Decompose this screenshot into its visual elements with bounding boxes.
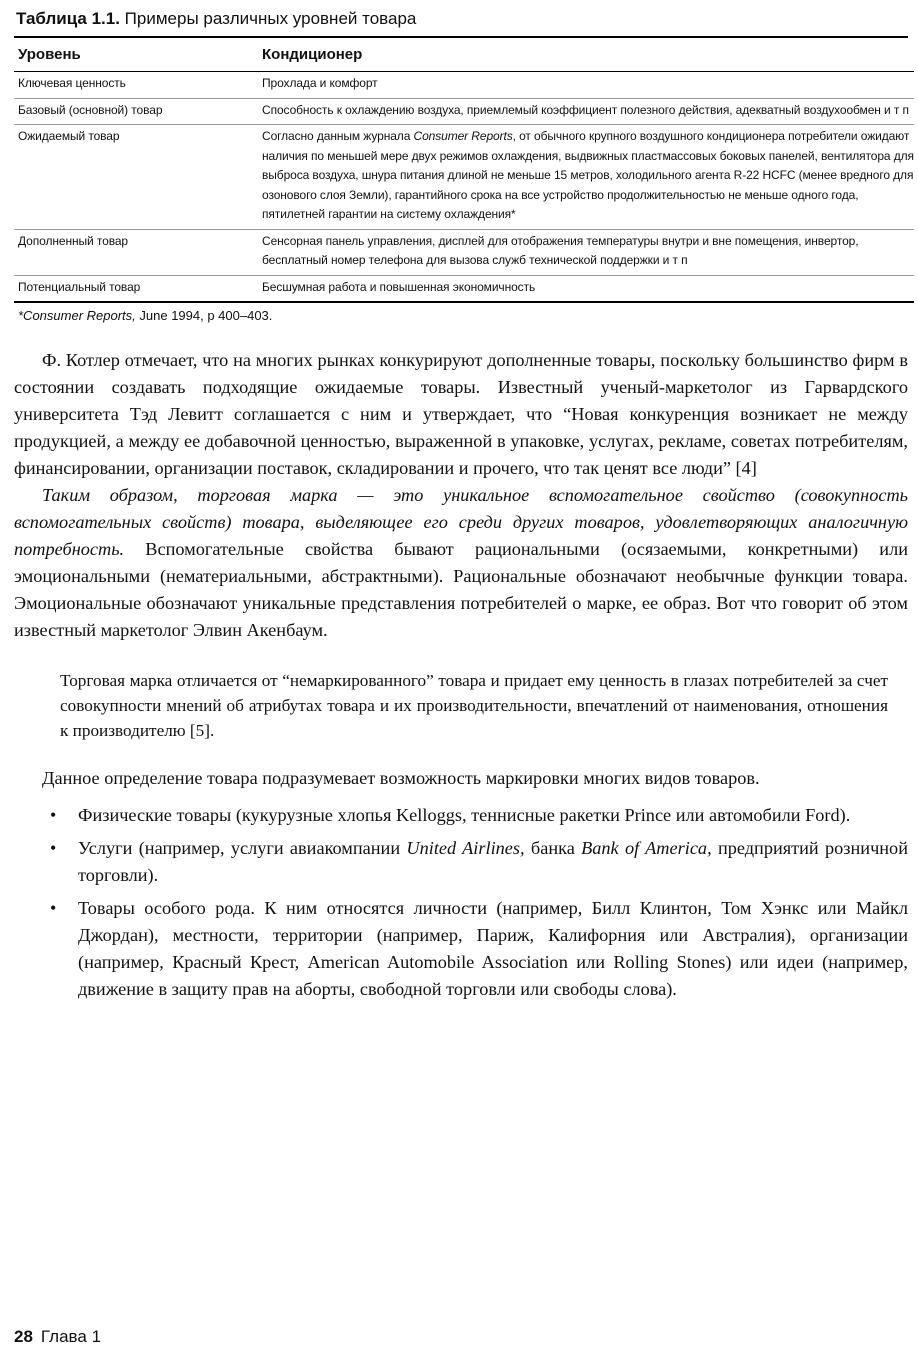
table-cell-level: Дополненный товар [14, 229, 258, 275]
footnote-details: June 1994, p 400–403. [135, 308, 273, 323]
brand-definition-emphasis: Таким образом, торговая марка — это уникальное вспомогательное свойство (совокупность вспомогательных свойств) товара, выделяющее его среди других товаров, удовлетворяющих аналогичную потребность. [14, 485, 908, 559]
column-header-level: Уровень [18, 46, 81, 63]
brand-definition-text: Вспомогательные свойства бывают рациональными (осязаемыми, конкретными) или эмоциональными (нематериальными, абстрактными). Рациональные обозначают необычные функции товара. Эмоциональные обозначают уникальные представления потребителей о марке, ее образ. Вот что говорит об этом известный маркетолог Элвин Акенбаум. [14, 539, 908, 640]
table-cell-desc [258, 125, 914, 230]
journal-title: Consumer Reports [413, 129, 513, 143]
bullet-icon: • [50, 898, 57, 918]
product-levels-table [14, 38, 914, 303]
company-name: United Airlines, [406, 838, 525, 858]
paragraph-competition: Ф. Котлер отмечает, что на многих рынках конкурируют дополненные товары, поскольку большинство фирм в состоянии создавать подходящие ожидаемые товары. Известный ученый-маркетолог из Гарвардского университета Тэд Левитт соглашается с ним и утверждает, что “Новая конкуренция возникает не между продукцией, а между ее добавочной ценностью, выраженной в упаковке, услугах, рекламе, советах потребителям, финансировании, организации поставок, складировании и прочего, что так ценят все люди” [4] [14, 350, 908, 478]
table-row [14, 98, 914, 125]
bullet-icon: • [50, 805, 57, 825]
list-item-text: Физические товары (кукурузные хлопья Kelloggs, теннисные ракетки Prince или автомобили Ford). [78, 805, 851, 825]
column-header-example: Кондиционер [262, 46, 363, 63]
table-cell-desc: Бесшумная работа и повышенная экономичность [258, 275, 914, 302]
list-item-text: Товары особого рода. К ним относятся личности (например, Билл Клинтон, Том Хэнкс или Майкл Джордан), местности, территории (например, Париж, Калифорния или Австралия), организации (например, Красный Крест, American Automobile Association или Rolling Stones) или идеи (например, движение в защиту прав на аборты, свободной торговли или свободы слова). [78, 898, 908, 999]
table-cell-level: Ключевая ценность [14, 72, 258, 99]
table-row [14, 125, 914, 230]
table-cell-level: Потенциальный товар [14, 275, 258, 302]
table-caption-text: Примеры различных уровней товара [124, 9, 417, 28]
company-name: Bank of America, [581, 838, 712, 858]
table-cell-desc: Прохлада и комфорт [258, 72, 914, 99]
table-row [14, 229, 914, 275]
desc-text: Согласно данным журнала [262, 129, 414, 143]
list-item [50, 895, 908, 1003]
kinds-list [14, 802, 908, 1003]
table-header-row [14, 38, 914, 72]
desc-text: , от обычного крупного воздушного кондиционера потребители ожидают наличия по меньшей мере двух режимов охлаждения, выдвижных пластмассовых боковых панелей, вентилятора для выброса воздуха, шнура питания длиной не меньше 15 метров, холодильного агента R-22 HCFC (менее вредного для озонового слоя Земли), гарантийного срока на все устройство продолжительностью не меньше одного года, пятилетней гарантии на систему охлаждения* [262, 129, 914, 221]
list-item [50, 835, 908, 889]
table-cell-level: Базовый (основной) товар [14, 98, 258, 125]
paragraph-kinds-intro: Данное определение товара подразумевает возможность маркировки многих видов товаров. [42, 768, 760, 788]
list-item-text: Услуги (например, услуги авиакомпании [78, 838, 407, 858]
quote-block: Торговая марка отличается от “немаркированного” товара и придает ему ценность в глазах потребителей за счет совокупности мнений об атрибутах товара и их производительности, впечатлений от наименования, отношения к производителю [5]. [60, 671, 888, 740]
page-number: 28 [14, 1327, 33, 1346]
list-item [50, 802, 908, 829]
bullet-icon: • [50, 838, 57, 858]
table-cell-desc: Способность к охлаждению воздуха, приемлемый коэффициент полезного действия, адекватный воздухообмен и т п [258, 98, 914, 125]
table-row [14, 72, 914, 99]
footnote-source: *Consumer Reports, [18, 308, 136, 323]
paragraph-brand-definition [14, 482, 908, 644]
chapter-label: Глава 1 [40, 1327, 102, 1346]
table-caption-label: Таблица 1.1. [16, 9, 120, 28]
table-cell-desc: Сенсорная панель управления, дисплей для отображения температуры внутри и вне помещения, инвертор, бесплатный номер телефона для вызова служб технической поддержки и т п [258, 229, 914, 275]
table-cell-level: Ожидаемый товар [14, 125, 258, 230]
page-footer [14, 1327, 101, 1347]
table-row [14, 275, 914, 302]
list-item-text: предприятий розничной торговли). [78, 838, 908, 885]
list-item-text: банка [524, 838, 582, 858]
table-caption [16, 8, 908, 30]
table-footnote [18, 308, 908, 323]
